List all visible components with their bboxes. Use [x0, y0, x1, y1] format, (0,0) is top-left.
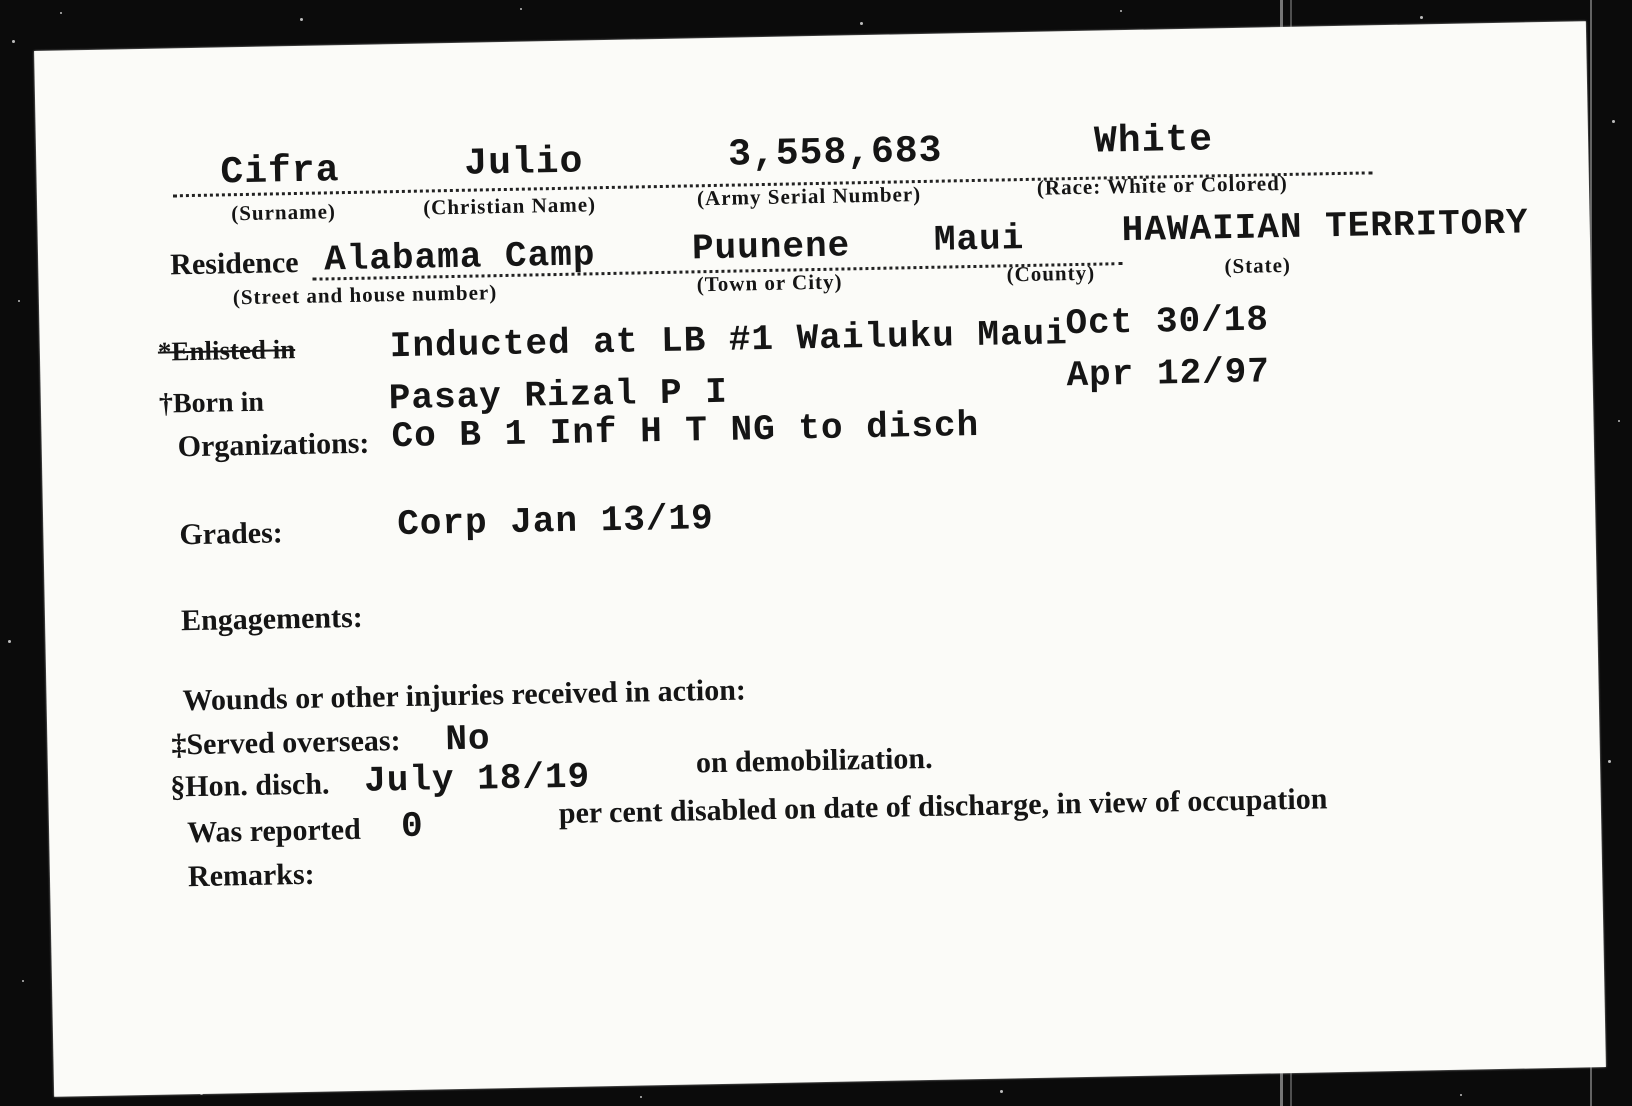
scan-speck: [1608, 760, 1611, 763]
scan-speck: [60, 12, 62, 14]
scan-speck: [860, 22, 863, 25]
christian-name-caption: (Christian Name): [422, 192, 597, 220]
scan-speck: [1460, 1094, 1462, 1096]
surname-value: Cifra: [220, 149, 340, 195]
race-value: White: [1093, 118, 1214, 164]
hon-disch-label: §Hon. disch.: [169, 767, 330, 804]
town-caption: (Town or City): [696, 269, 843, 297]
hon-disch-value: July 18/19: [363, 756, 591, 802]
born-date: Apr 12/97: [1066, 351, 1271, 397]
county-caption: (County): [1006, 260, 1096, 287]
scan-speck: [1000, 1090, 1003, 1093]
street-caption: (Street and house number): [232, 280, 498, 310]
hon-disch-suffix: on demobilization.: [695, 741, 933, 780]
residence-label: Residence: [169, 245, 299, 282]
surname-caption: (Surname): [231, 199, 337, 226]
scan-speck: [520, 8, 522, 10]
scan-speck: [300, 18, 303, 21]
served-overseas-label: ‡Served overseas:: [171, 724, 401, 762]
christian-name-value: Julio: [463, 140, 584, 186]
enlisted-date: Oct 30/18: [1065, 299, 1270, 345]
grades-value: Corp Jan 13/19: [396, 498, 715, 546]
state-caption: (State): [1224, 252, 1292, 279]
remarks-label: Remarks:: [187, 857, 315, 894]
residence-county-value: Maui: [933, 218, 1025, 261]
disability-value: 0: [400, 805, 425, 848]
scan-speck: [1618, 420, 1620, 422]
scan-speck: [640, 1096, 642, 1098]
wounds-label: Wounds or other injuries received in action:: [182, 673, 747, 718]
organizations-label: Organizations:: [177, 426, 370, 464]
born-label: †Born in: [158, 386, 265, 420]
army-serial-number-value: 3,558,683: [727, 129, 943, 177]
scan-speck: [12, 40, 15, 43]
residence-state-value: HAWAIIAN TERRITORY: [1121, 202, 1529, 252]
residence-street-value: Alabama Camp: [323, 234, 596, 281]
organizations-value: Co B 1 Inf H T NG to disch: [391, 404, 980, 458]
engagements-label: Engagements:: [180, 600, 364, 638]
scan-speck: [8, 640, 11, 643]
scan-speck: [22, 980, 24, 982]
race-caption: (Race: White or Colored): [1036, 170, 1288, 200]
scan-speck: [1612, 120, 1615, 123]
residence-town-value: Puunene: [691, 225, 851, 270]
record-card: [34, 21, 1606, 1097]
scan-speck: [18, 300, 20, 302]
born-value: Pasay Rizal P I: [388, 371, 729, 420]
enlisted-label: *Enlisted in: [157, 334, 296, 367]
served-overseas-value: No: [445, 718, 492, 761]
scan-speck: [1420, 16, 1423, 19]
scan-speck: [1120, 10, 1122, 12]
disability-label: Was reported: [186, 812, 362, 850]
disability-suffix: per cent disabled on date of discharge, in view of occupation: [558, 782, 1328, 831]
enlisted-value: Inducted at LB #1 Wailuku Maui: [389, 313, 1069, 368]
grades-label: Grades:: [179, 516, 284, 552]
army-serial-number-caption: (Army Serial Number): [696, 181, 922, 211]
